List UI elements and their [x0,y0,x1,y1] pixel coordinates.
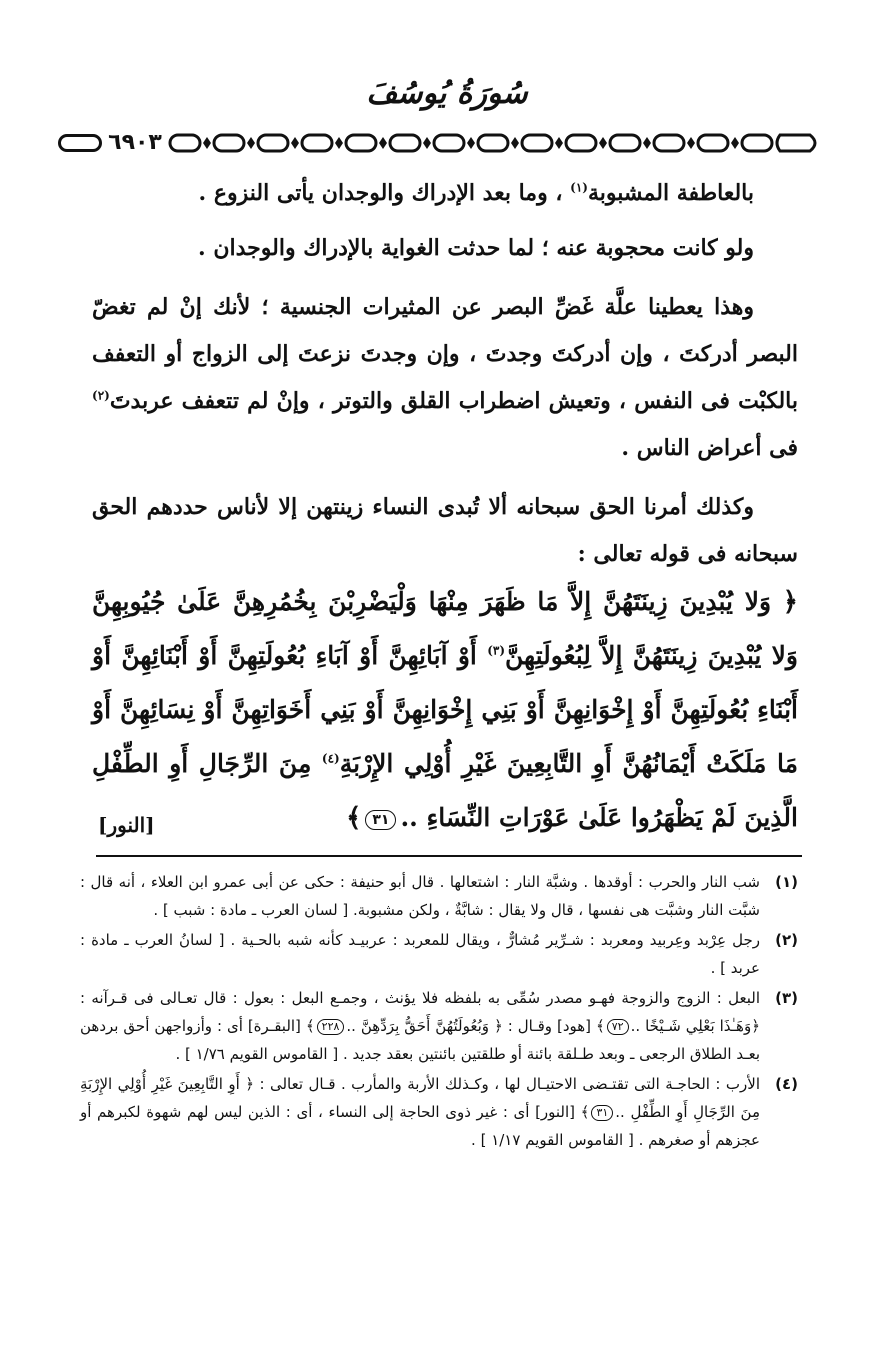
paragraph-1 [92,170,798,217]
page-number: ٦٩٠٣ [108,130,162,155]
footnote-text-a: الأرب : الحاجـة التى تقتـضى الاحتيـال لها ، وكـذلك الأربة والمأرب . قـال تعالى : ﴿ أَوِ التَّابِعِينَ غَيْرِ أُوْلِي الإِرْبَةِ مِنَ الرِّجَالِ أَوِ الطِّفْلِ .. [80,1075,760,1121]
ayah-marker: ٣١ [591,1105,613,1121]
main-text [92,170,798,590]
paragraph-3-text-a: وهذا يعطينا علَّة غَضِّ البصر عن المثيرات الجنسية ؛ لأنك إنْ لم تغضّ البصر أدركتَ ، وإن أدركتَ وجدتَ ، وإن وجدتَ نزعتَ إلى الزواج أو التعفف بالكبْت فى النفس ، وتعيش اضطراب القلق والتوتر ، وإنْ لم تتعفف عربدتَ [92,294,798,414]
footnote-ref-4: (٤) [321,751,340,766]
footnote-4 [80,1070,798,1154]
verse-text-c: مِنَ الرِّجَالِ أَوِ الطِّفْلِ الَّذِينَ لَمْ يَظْهَرُوا عَلَىٰ عَوْرَاتِ النِّسَاءِ .. [92,749,798,832]
footnote-number: (١) [775,873,798,891]
paragraph-3 [92,284,798,472]
verse-open-bracket: ﴿ [782,587,798,617]
footnote-text: شب النار والحرب : أوقدها . وشبَّة النار : اشتعالها . قال أبو حنيفة : حكى عن أبى عمرو ابن العلاء ، أنه قال : شبَّت النار وشبَّت هى نفسها ، قال ولا يقال : شابَّةٌ ، ولكن مشبوبة. [ لسان العرب ـ مادة : شبب ] . [80,873,760,919]
footnote-text-b: ﴾ [هود] وقـال : ﴿ وَبُعُولَتُهُنَّ أَحَقُّ بِرَدِّهِنَّ .. [346,1017,605,1035]
footnote-2 [80,926,798,982]
paragraph-3-text-b: فى أعراض الناس . [621,435,798,461]
footnote-text: رجل عِرْبد وعِربيد ومعربد : شـرِّير مُشارٌّ ، ويقال للمعربد : عربيـد كأنه شبه بالحـية . [ لسانُ العرب ـ مادة : عربد ] . [80,931,760,977]
footnotes [80,868,798,1156]
footnote-ref-1: (١) [570,180,588,195]
verse-text-a: وَلا يُبْدِينَ زِينَتَهُنَّ إِلاَّ مَا ظَهَرَ مِنْهَا وَلْيَضْرِبْنَ بِخُمُرِهِنَّ عَلَىٰ جُيُوبِهِنَّ وَلا يُبْدِينَ زِينَتَهُنَّ إِلاَّ لِبُعُولَتِهِنَّ [92,587,798,670]
paragraph-1-text-b: ، وما بعد الإدراك والوجدان يأتى النزوع . [198,180,571,206]
surah-reference: [النور] [98,813,155,837]
verse-text-b: أَوْ آبَائِهِنَّ أَوْ آبَاءِ بُعُولَتِهِنَّ أَوْ أَبْنَائِهِنَّ أَوْ أَبْنَاءِ بُعُولَتِهِنَّ أَوْ إِخْوَانِهِنَّ أَوْ بَنِي إِخْوَانِهِنَّ أَوْ بَنِي أَخَوَاتِهِنَّ أَوْ نِسَائِهِنَّ أَوْ مَا مَلَكَتْ أَيْمَانُهُنَّ أَوِ التَّابِعِينَ غَيْرِ أُوْلِي الإِرْبَةِ [92,641,798,778]
paragraph-4: وكذلك أمرنا الحق سبحانه ألا تُبدى النساء زينتهن إلا لأناس حددهم الحق سبحانه فى قوله تعالى : [92,494,798,567]
paragraph-2: ولو كانت محجوبة عنه ؛ لما حدثت الغواية بالإدراك والوجدان . [198,235,754,261]
footnote-ref-2: (٢) [92,388,110,403]
footnote-text-b: ﴾ [النور] أى : غير ذوى الحاجة إلى النساء ، أى : الذين ليس لهم شهوة لكبرهم أو عجزهم أو صغرهم . [ القاموس القويم ١/١٧ ] . [80,1103,760,1149]
ayah-marker: ٧٢ [607,1019,629,1035]
footnote-divider [96,855,802,857]
footnote-text-a: البعل : الزوج والزوجة فهـو مصدر سُمِّى به بلفظه فلا يؤنث ، وجمـع البعل : بعول : قال تعـالى فى قـرآنه : ﴿وَهَـٰذَا بَعْلِي شَـيْخًا .. [80,989,760,1035]
border-end-cap [58,134,102,152]
verse-close-bracket: ﴾ [346,803,362,833]
quran-verse [92,575,798,845]
footnote-1 [80,868,798,924]
ayah-number-marker: ٣١ [365,810,396,830]
footnote-3 [80,984,798,1068]
footnote-text-c: ﴾ [البقـرة] أى : وأزواجهن أحق بردهن بعـد الطلاق الرجعى ـ وبعد طـلقة بائنة أو طلقتين بائنتين بعقد جديد . [ القاموس القويم ١/٧٦ ] . [80,1017,760,1063]
footnote-ref-3: (٣) [487,643,506,658]
ayah-marker: ٢٢٨ [317,1019,345,1035]
footnote-number: (٣) [775,989,798,1007]
footnote-number: (٤) [775,1075,798,1093]
paragraph-1-text-a: بالعاطفة المشبوبة [587,180,754,206]
surah-title: سُورَةُ يُوسُفَ [366,76,528,111]
footnote-number: (٢) [775,931,798,949]
